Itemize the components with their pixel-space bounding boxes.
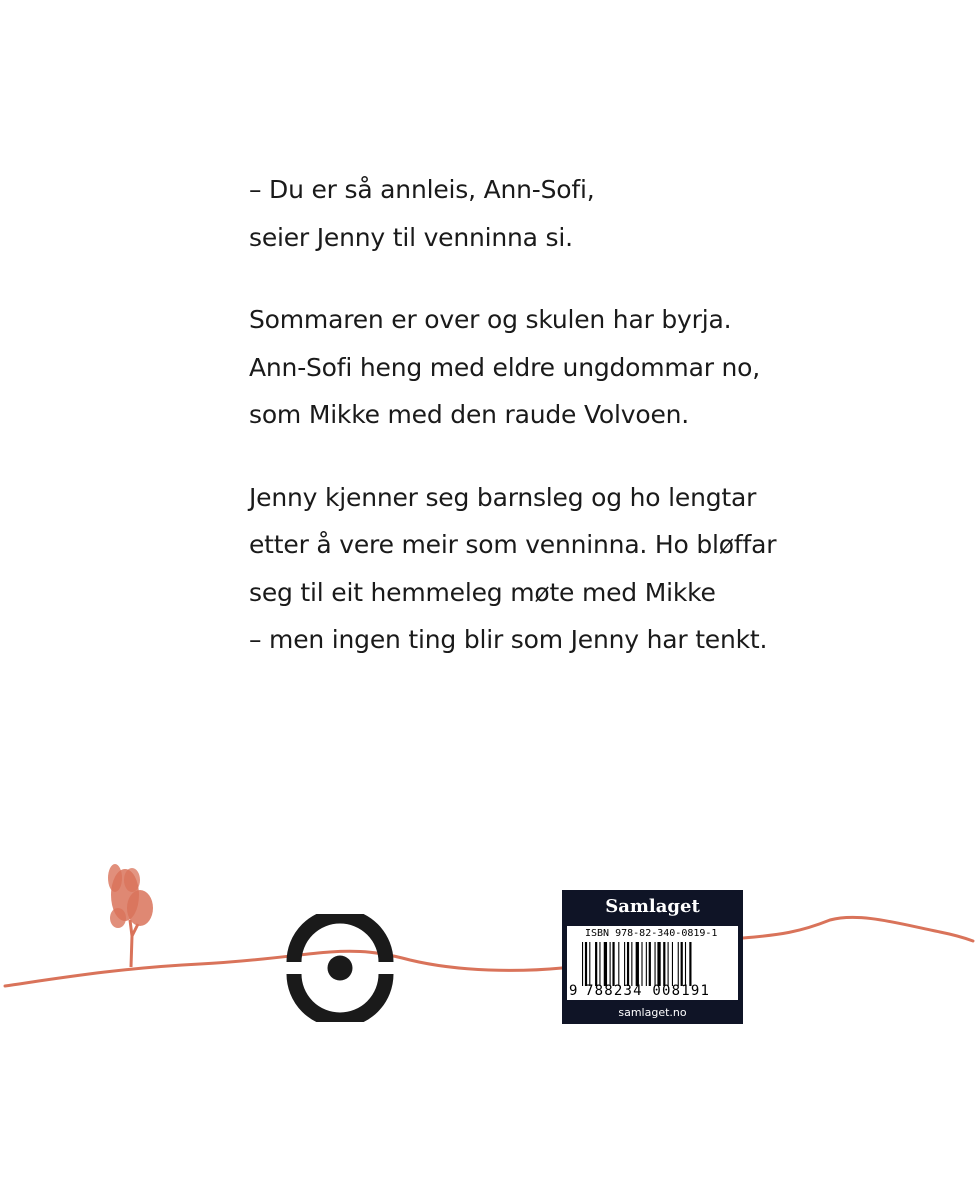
publisher-logo-icon <box>286 914 394 1022</box>
blurb-line: – men ingen ting blir som Jenny har tenkt. <box>249 625 768 654</box>
blurb-line: Jenny kjenner seg barnsleg og ho lengtar <box>249 482 757 512</box>
ean-digits: 788234 008191 <box>585 983 711 999</box>
barcode-bar <box>604 942 607 986</box>
publisher-name: Samlaget <box>605 896 700 917</box>
barcode-bar <box>681 942 683 986</box>
barcode-bar <box>678 942 679 986</box>
barcode-bar <box>618 942 619 986</box>
barcode-area <box>567 926 738 1000</box>
tree-icon <box>108 864 153 967</box>
blurb-paragraph-2 <box>249 296 889 439</box>
barcode-bar <box>657 942 660 986</box>
blurb-line: seg til eit hemmeleg møte med Mikke <box>249 577 716 607</box>
blurb-paragraph-1 <box>249 166 889 261</box>
horizon-line <box>5 917 973 986</box>
barcode-bar <box>636 942 639 986</box>
barcode-bar <box>672 942 673 986</box>
barcode-label <box>562 890 743 1024</box>
barcode-bar <box>641 942 642 986</box>
barcode-bar <box>663 942 665 986</box>
blurb-line: etter å vere meir som venninna. Ho bløffar <box>249 530 777 559</box>
barcode-bar <box>649 942 651 986</box>
barcode-bar <box>582 942 583 986</box>
publisher-website: samlaget.no <box>618 1006 687 1019</box>
barcode-icon <box>582 942 732 986</box>
blurb-line: Sommaren er over og skulen har byrja. <box>249 305 732 334</box>
back-cover-blurb <box>249 166 889 699</box>
barcode-bar <box>655 942 656 986</box>
barcode-bar <box>610 942 611 986</box>
barcode-bar <box>631 942 632 986</box>
blurb-paragraph-3 <box>249 474 889 664</box>
blurb-line: seier Jenny til venninna si. <box>249 222 573 252</box>
blurb-line: – Du er så annleis, Ann-Sofi, <box>249 175 595 204</box>
barcode-bar <box>624 942 625 986</box>
blurb-line: som Mikke med den raude Volvoen. <box>249 400 690 429</box>
isbn-number: ISBN 978-82-340-0819-1 <box>585 928 718 939</box>
barcode-bar <box>689 942 691 986</box>
barcode-bar <box>627 942 629 986</box>
barcode-bar <box>612 942 614 986</box>
barcode-bar <box>589 942 590 986</box>
barcode-bar <box>595 942 597 986</box>
barcode-bar <box>685 942 686 986</box>
barcode-bar <box>646 942 647 986</box>
barcode-bar <box>668 942 669 986</box>
blurb-line: Ann-Sofi heng med eldre ungdommar no, <box>249 352 761 382</box>
landscape-illustration <box>0 840 975 1040</box>
barcode-bar <box>585 942 587 986</box>
ean-first-digit: 9 <box>569 983 578 999</box>
barcode-bar <box>599 942 600 986</box>
